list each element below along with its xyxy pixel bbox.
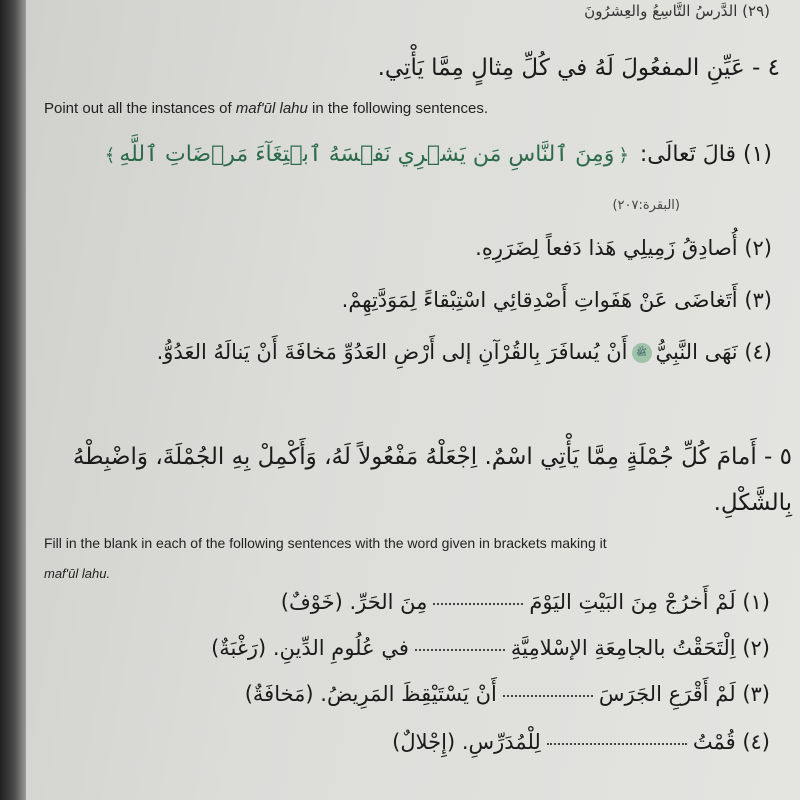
exercise-4-item-3: (٣) أَتَغاضَى عَنْ هَفَواتِ أَصْدِقائِي اسْتِبْقاءً لِمَوَدَّتِهِمْ. <box>341 288 772 312</box>
blank-line[interactable] <box>415 648 505 651</box>
exercise-5-item-3: (٣) لَمْ أَقْرَعِ الجَرَسَأَنْ يَسْتَيْقِظَ المَرِيضُ. (مَخافَةٌ) <box>244 682 770 706</box>
exercise-4-item-1: (١) قالَ تَعالَى: ﴿وَمِنَ ٱلنَّاسِ مَن يَشۡرِي نَفۡسَهُ ٱبۡتِغَآءَ مَرۡضَاتِ ٱللَّهِ﴾ <box>104 142 772 167</box>
lesson-header: (٢٩) الدَّرسُ التَّاسِعُ والعِشرُونَ <box>584 2 770 20</box>
exercise-5-title-line-2: بِالشَّكْلِ. <box>713 490 792 516</box>
exercise-5-item-1: (١) لَمْ أَخرُجْ مِنَ البَيْتِ اليَوْمَمِنَ الحَرِّ. (خَوْفٌ) <box>280 590 770 614</box>
blank-line[interactable] <box>547 742 687 745</box>
exercise-5-item-2: (٢) اِلْتَحَقْتُ بالجامِعَةِ الإسْلامِيَّةِفي عُلُومِ الدِّينِ. (رَغْبَةٌ) <box>211 636 770 660</box>
exercise-4-english: Point out all the instances of maf'ūl lahu in the following sentences. <box>44 100 488 117</box>
book-binding <box>0 0 26 800</box>
salawat-icon: ﷺ <box>632 343 652 363</box>
blank-line[interactable] <box>503 694 593 697</box>
exercise-5-title-line-1: ٥ - أَمامَ كُلِّ جُمْلَةٍ مِمَّا يَأْتِي اسْمٌ. اِجْعَلْهُ مَفْعُولاً لَهُ، وَأَكْمِلْ بِهِ الجُمْلَةَ، وَاضْبِطْهُ <box>72 444 792 470</box>
blank-line[interactable] <box>433 602 523 605</box>
exercise-5-english-line-1: Fill in the blank in each of the following sentences with the word given in brackets making it <box>44 535 607 551</box>
exercise-5-item-4: (٤) قُمْتُلِلْمُدَرِّسِ. (إِجْلالٌ) <box>392 730 770 754</box>
exercise-4-title: ٤ - عَيِّنِ المفعُولَ لَهُ في كُلِّ مِثالٍ مِمَّا يَأْتِي. <box>377 55 780 81</box>
quran-reference: (البقرة:٢٠٧) <box>612 198 680 213</box>
exercise-5-english-line-2: maf'ūl lahu. <box>44 566 111 581</box>
exercise-4-item-2: (٢) أُصادِقُ زَمِيلِي هَذا دَفعاً لِضَرَرِهِ. <box>475 236 772 260</box>
exercise-4-item-4: (٤) نَهَى النَّبِيُّﷺأَنْ يُسافَرَ بِالقُرْآنِ إلى أَرْضِ العَدُوِّ مَخافَةَ أَنْ يَنالَهُ العَدُوُّ. <box>156 340 772 364</box>
quran-bracket-open-icon: ﴿ <box>618 145 629 166</box>
quran-bracket-close-icon: ﴾ <box>104 145 116 166</box>
